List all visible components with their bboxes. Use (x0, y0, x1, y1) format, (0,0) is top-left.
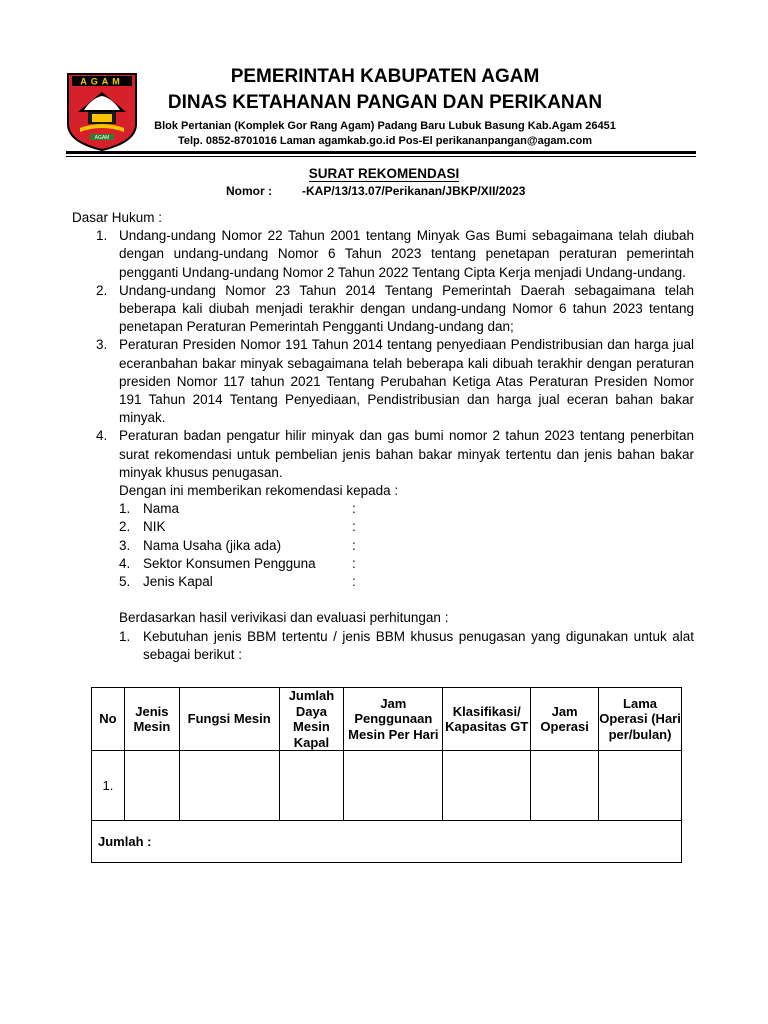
item-number: 1. (119, 628, 131, 644)
kop-line1: PEMERINTAH KABUPATEN AGAM (230, 66, 540, 87)
kebutuhan-item (72, 628, 694, 664)
item-number: 2. (96, 282, 108, 298)
dasar-hukum-list (72, 227, 694, 482)
table-cell-no: 1. (92, 751, 125, 821)
col-header: Jumlah Daya Mesin Kapal (279, 688, 344, 751)
item-text: Undang-undang Nomor 23 Tahun 2014 Tentang Pemerintah Daerah sebagaimana telah beberapa kali diubah menjadi terakhir dengan undang-undang Nomor 6 tahun 2023 tentang penetapan Peraturan Pemerintah Pengganti Undang-undang dan; (119, 282, 694, 335)
col-header: Jenis Mesin (124, 688, 179, 751)
rekomendasi-intro: Dengan ini memberikan rekomendasi kepada : (119, 483, 399, 499)
col-header: Jam Penggunaan Mesin Per Hari (344, 688, 443, 751)
kop-contact: Telp. 0852-8701016 Laman agamkab.go.id Pos-El perikananpangan@agam.com (177, 135, 592, 147)
kop-address: Blok Pertanian (Komplek Gor Rang Agam) Padang Baru Lubuk Basung Kab.Agam 26451 (154, 120, 616, 132)
table-cell (531, 751, 599, 821)
agam-logo (66, 72, 138, 152)
field-jenis-kapal (72, 573, 694, 591)
bbm-table (91, 687, 682, 863)
dasar-hukum-item (72, 282, 694, 337)
table-cell (279, 751, 344, 821)
logo-top-text: AGAM (80, 76, 124, 87)
field-label: Sektor Konsumen Pengguna (143, 555, 316, 571)
table-total-row (92, 821, 682, 863)
col-header: Lama Operasi (Hari per/bulan) (599, 688, 682, 751)
table-cell (443, 751, 531, 821)
table-header-row (92, 688, 682, 751)
field-label: NIK (143, 519, 166, 535)
item-text: Peraturan badan pengatur hilir minyak dan gas bumi nomor 2 tahun 2023 tentang penerbitan surat rekomendasi untuk pembelian jenis bahan bakar minyak tertentu dan jenis bahan bakar minyak khusus penugasan. (119, 428, 694, 480)
dasar-hukum-item (72, 227, 694, 282)
table-cell (124, 751, 179, 821)
col-header: Fungsi Mesin (179, 688, 279, 751)
table-cell (344, 751, 443, 821)
nomor-value: -KAP/13/13.07/Perikanan/JBKP/XII/2023 (302, 184, 526, 198)
field-nama-usaha (72, 537, 694, 555)
letterhead-rule-thick (66, 151, 696, 154)
field-number: 1. (119, 501, 131, 517)
dasar-hukum-heading: Dasar Hukum : (72, 210, 163, 225)
agam-emblem-icon (66, 72, 138, 152)
field-number: 2. (119, 519, 131, 535)
letterhead (150, 64, 620, 149)
jumlah-label: Jumlah : (92, 821, 682, 863)
field-number: 3. (119, 537, 131, 553)
dasar-hukum-item (72, 336, 694, 427)
field-number: 5. (119, 574, 131, 589)
field-sektor (72, 555, 694, 573)
item-number: 3. (96, 337, 108, 353)
recipient-fields (72, 500, 694, 591)
item-text: Kebutuhan jenis BBM tertentu / jenis BBM khusus penugasan yang digunakan untuk alat sebagai berikut : (143, 628, 694, 662)
kop-line2: DINAS KETAHANAN PANGAN DAN PERIKANAN (167, 92, 603, 113)
field-label: Nama (143, 501, 180, 517)
field-nama (72, 500, 694, 518)
field-colon: : (352, 519, 356, 535)
item-number: 4. (96, 428, 108, 444)
field-colon: : (352, 501, 356, 517)
item-text: Undang-undang Nomor 22 Tahun 2001 tentang Minyak Gas Bumi sebagaimana telah diubah dengan undang-undang Nomor 6 Tahun 2023 tentang penetapan peraturan pemerintah pengganti Undang-undang Nomor 2 Tahun 2022 Tentang Cipta Kerja menjadi Undang-undang. (119, 228, 694, 280)
table-cell (179, 751, 279, 821)
document-title-text: SURAT REKOMENDASI (308, 166, 460, 181)
field-colon: : (352, 555, 356, 571)
field-label: Nama Usaha (jika ada) (143, 537, 282, 553)
document-body (72, 209, 694, 664)
field-nik (72, 518, 694, 536)
field-colon: : (352, 574, 356, 589)
item-number: 1. (96, 228, 108, 244)
document-title (0, 165, 768, 182)
nomor-label: Nomor : (226, 184, 272, 198)
field-colon: : (352, 537, 356, 553)
col-header: Jam Operasi (531, 688, 599, 751)
item-text: Peraturan Presiden Nomor 191 Tahun 2014 tentang penyediaan Pendistribusian dan harga jual eceranbahan bakar minyak sebagaimana telah beberapa kali dibuah terakhir dengan peraturan presiden Nomor 117 tahun 2021 Tentang Perubahan Ketiga Atas Peraturan Presiden Nomor 191 Tahun 2014 Tentang Penyediaan, Pendistribusian dan harga jual eceran bahan bakar minyak. (119, 337, 694, 426)
field-label: Jenis Kapal (143, 574, 213, 589)
col-header: No (92, 688, 125, 751)
logo-bottom-text: AGAM (94, 135, 110, 141)
letterhead-rule-thin (66, 156, 696, 157)
field-number: 4. (119, 555, 131, 571)
evaluasi-intro: Berdasarkan hasil verivikasi dan evaluasi perhitungan : (119, 610, 449, 626)
dasar-hukum-item (72, 427, 694, 482)
table-cell (599, 751, 682, 821)
table-row (92, 751, 682, 821)
col-header: Klasifikasi/ Kapasitas GT (443, 688, 531, 751)
spacer (72, 591, 694, 609)
